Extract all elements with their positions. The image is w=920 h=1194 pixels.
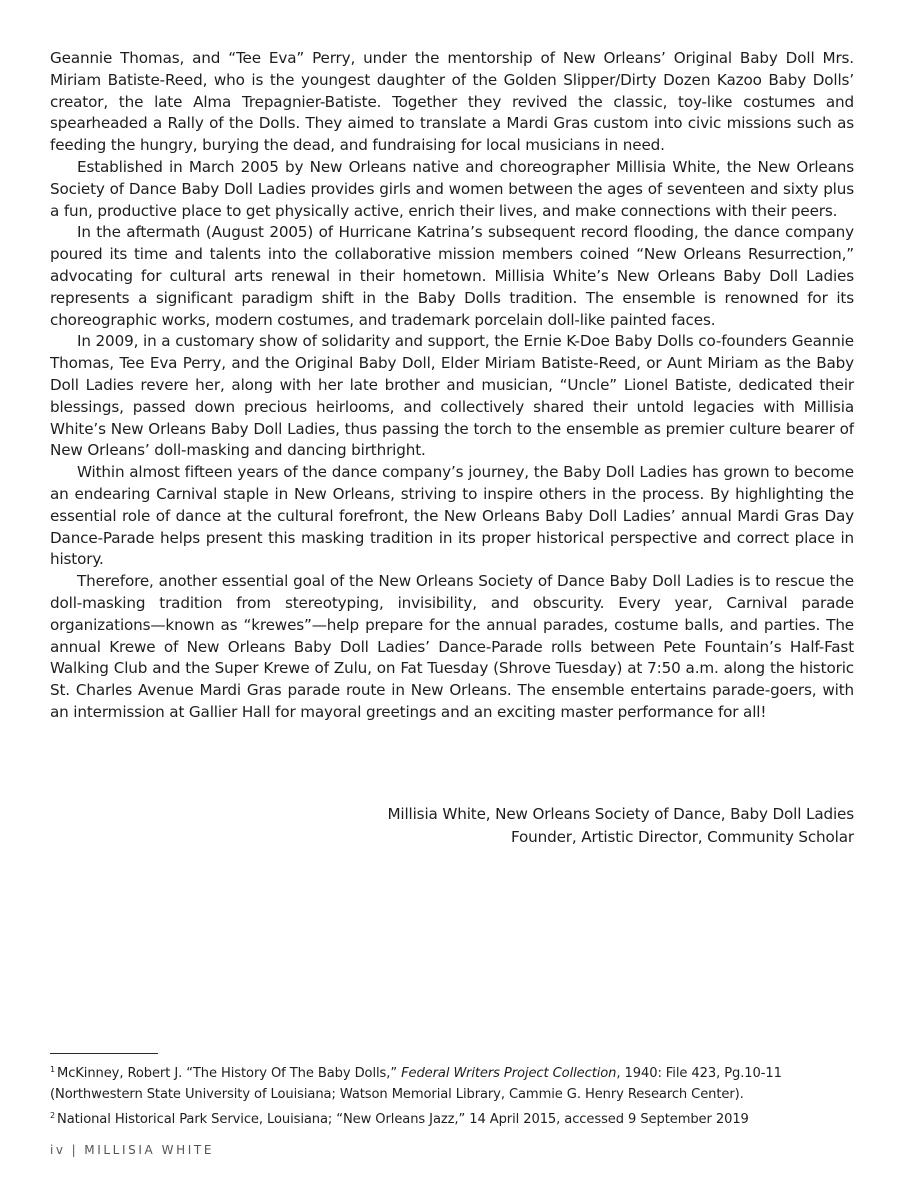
footnote-divider — [50, 1053, 158, 1054]
page-footer — [50, 1143, 220, 1157]
footnote-1 — [50, 1059, 860, 1105]
footnotes — [50, 1059, 860, 1130]
paragraph-1: Geannie Thomas, and “Tee Eva” Perry, under the mentorship of New Orleans’ Original Baby Doll Mrs. Miriam Batiste-Reed, who is the youngest daughter of the Golden Slipper/Dirty Dozen Kazoo Baby Dolls’ creator, the late Alma Trepagnier-Batiste. Together they revived the classic, toy-like costumes and spearheaded a Rally of the Dolls. They aimed to translate a Mardi Gras custom into civic missions such as feeding the hungry, burying the dead, and fundraising for local musicians in need. — [50, 49, 854, 155]
paragraph-3: In the aftermath (August 2005) of Hurricane Katrina’s subsequent record flooding, the dance company poured its time and talents into the collaborative mission members coined “New Orleans Resurrection,” advocating for cultural arts renewal in their hometown. Millisia White’s New Orleans Baby Doll Ladies represents a significant paradigm shift in the Baby Dolls tradition. The ensemble is renowned for its choreographic works, modern costumes, and trademark porcelain doll-like painted faces. — [50, 223, 854, 329]
page-number: iv — [50, 1143, 66, 1157]
footnote-1-text-after: , 1940: File 423, Pg.10-11 (Northwestern State University of Louisiana; Watson Memorial Library, Cammie G. Henry Research Center). — [50, 1066, 782, 1102]
footnote-1-mark: 1 — [50, 1065, 55, 1074]
footnote-1-italic-title: Federal Writers Project Collection — [401, 1066, 617, 1081]
body-text — [50, 48, 854, 724]
paragraph-5: Within almost fifteen years of the dance company’s journey, the Baby Doll Ladies has grown to become an endearing Carnival staple in New Orleans, striving to inspire others in the process. By highlighting the essential role of dance at the cultural forefront, the New Orleans Baby Doll Ladies’ annual Mardi Gras Day Dance-Parade helps present this masking tradition in its proper historical perspective and correct place in history. — [50, 463, 854, 569]
footer-author: MILLISIA WHITE — [84, 1143, 215, 1157]
footnote-1-text-before: McKinney, Robert J. “The History Of The Baby Dolls,” — [57, 1066, 402, 1081]
paragraph-6: Therefore, another essential goal of the New Orleans Society of Dance Baby Doll Ladies is to rescue the doll-masking tradition from stereotyping, invisibility, and obscurity. Every year, Carnival parade organizations—known as “krewes”—help prepare for the annual parades, costume balls, and parties. The annual Krewe of New Orleans Baby Doll Ladies’ Dance-Parade rolls between Pete Fountain’s Half-Fast Walking Club and the Super Krewe of Zulu, on Fat Tuesday (Shrove Tuesday) at 7:50 a.m. along the historic St. Charles Avenue Mardi Gras parade route in New Orleans. The ensemble entertains parade-goers, with an intermission at Gallier Hall for mayoral greetings and an exciting master performance for all! — [50, 572, 854, 721]
footnote-2 — [50, 1105, 860, 1130]
signature-title-line: Founder, Artistic Director, Community Scholar — [510, 828, 854, 846]
footnote-2-text: National Historical Park Service, Louisiana; “New Orleans Jazz,” 14 April 2015, accessed 9 September 2019 — [57, 1112, 749, 1127]
footnote-2-mark: 2 — [50, 1111, 55, 1120]
signature-block — [387, 803, 854, 849]
paragraph-2: Established in March 2005 by New Orleans native and choreographer Millisia White, the New Orleans Society of Dance Baby Doll Ladies provides girls and women between the ages of seventeen and sixty plus a fun, productive place to get physically active, enrich their lives, and make connections with their peers. — [50, 157, 854, 220]
footer-separator: | — [71, 1143, 79, 1157]
signature-name-line: Millisia White, New Orleans Society of Dance, Baby Doll Ladies — [387, 805, 854, 823]
paragraph-4: In 2009, in a customary show of solidarity and support, the Ernie K-Doe Baby Dolls co-founders Geannie Thomas, Tee Eva Perry, and the Original Baby Doll, Elder Miriam Batiste-Reed, or Aunt Miriam as the Baby Doll Ladies revere her, along with her late brother and musician, “Uncle” Lionel Batiste, dedicated their blessings, passed down precious heirlooms, and collectively shared their untold legacies with Millisia White’s New Orleans Baby Doll Ladies, thus passing the torch to the ensemble as premier culture bearer of New Orleans’ doll-masking and dancing birthright. — [50, 332, 854, 460]
